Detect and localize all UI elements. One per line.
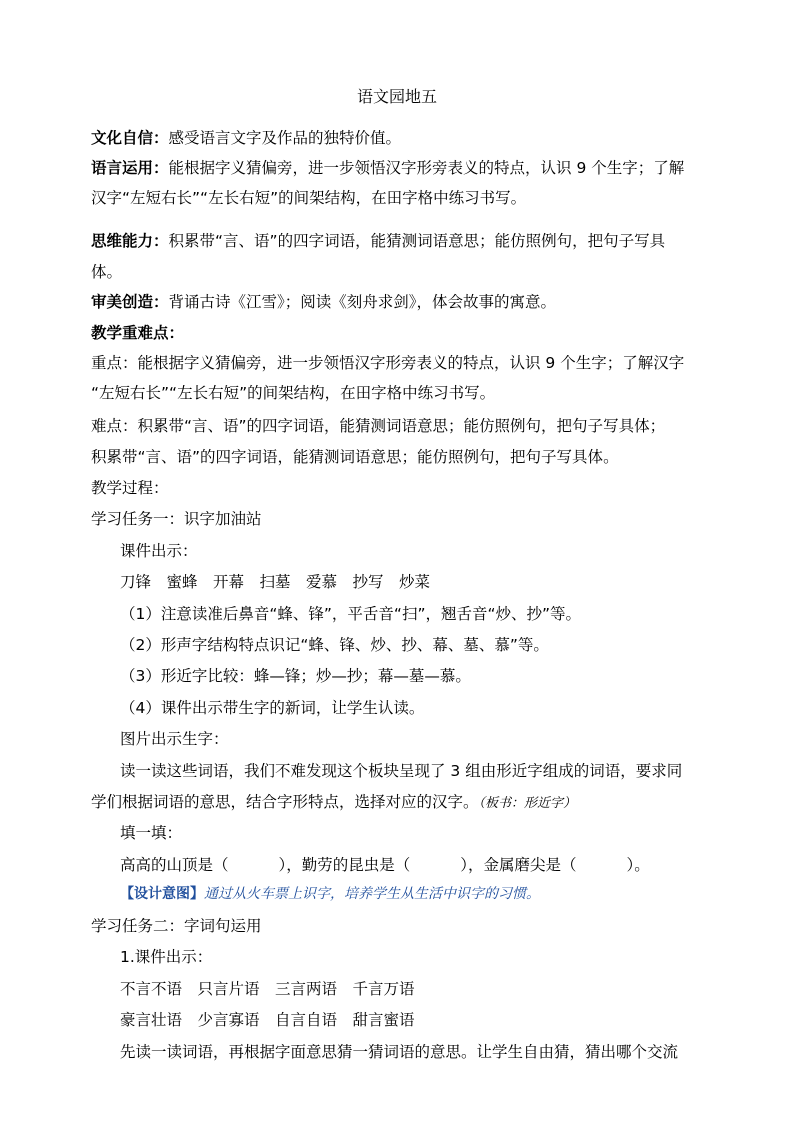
design-intent-label: 【设计意图】 bbox=[120, 886, 204, 902]
key-points-heading: 教学重难点： bbox=[91, 324, 185, 342]
goal-thinking-text-2: 体。 bbox=[91, 263, 123, 281]
key-point-line-1: 重点：能根据字义猜偏旁，进一步领悟汉字形旁表义的特点，认识 9 个生字；了解汉字 bbox=[91, 354, 685, 372]
task1-read-2-text: 学们根据词语的意思，结合字形特点，选择对应的汉字。 bbox=[91, 793, 479, 811]
goal-aesthetic bbox=[91, 291, 556, 313]
task2-words-2: 豪言壮语 少言寡语 自言自语 甜言蜜语 bbox=[120, 1011, 415, 1029]
task1-read-2 bbox=[91, 791, 576, 815]
goal-culture-label: 文化自信： bbox=[91, 129, 169, 147]
goal-thinking bbox=[91, 230, 665, 252]
fill-part-c: ），金属磨尖是（ bbox=[460, 856, 577, 874]
task1-item-3: （3）形近字比较：蜂—锋；炒—抄；幕—墓—慕。 bbox=[120, 667, 471, 685]
goal-thinking-text-1: 积累带“言、语”的四字词语，能猜测词语意思；能仿照例句，把句子写具 bbox=[168, 232, 666, 250]
key-point-line-2: “左短右长”“左长右短”的间架结构，在田字格中练习书写。 bbox=[91, 384, 496, 402]
task1-title: 学习任务一：识字加油站 bbox=[91, 510, 262, 528]
task1-picture: 图片出示生字： bbox=[120, 730, 229, 748]
design-intent bbox=[120, 883, 540, 905]
difficulty-line-1: 难点：积累带“言、语”的四字词语，能猜测词语意思；能仿照例句，把句子写具体； bbox=[91, 417, 666, 435]
goal-culture bbox=[91, 127, 401, 149]
goal-culture-text: 感受语言文字及作品的独特价值。 bbox=[168, 129, 402, 147]
task1-item-1: （1）注意读准后鼻音“蜂、锋”，平舌音“扫”，翘舌音“炒、抄”等。 bbox=[120, 605, 582, 623]
goal-aesthetic-text: 背诵古诗《江雪》；阅读《刻舟求剑》，体会故事的寓意。 bbox=[168, 293, 557, 311]
fill-part-d: ）。 bbox=[626, 856, 650, 874]
goal-language-text-2: 汉字“左短右长”“左长右短”的间架结构，在田字格中练习书写。 bbox=[91, 189, 527, 207]
goal-language-text-1: 能根据字义猜偏旁，进一步领悟汉字形旁表义的特点，认识 9 个生字；了解 bbox=[168, 159, 685, 177]
task2-courseware: 1.课件出示： bbox=[120, 948, 213, 966]
goal-language-label: 语言运用： bbox=[91, 159, 169, 177]
goal-language bbox=[91, 157, 684, 179]
process-heading: 教学过程： bbox=[91, 479, 169, 497]
task1-fill-label: 填一填： bbox=[120, 824, 183, 842]
goal-thinking-label: 思维能力： bbox=[91, 232, 169, 250]
task1-item-4: （4）课件出示带生字的新词，让学生认读。 bbox=[120, 699, 425, 717]
task2-words-1: 不言不语 只言片语 三言两语 千言万语 bbox=[120, 980, 415, 998]
task1-item-2: （2）形声字结构特点识记“蜂、锋、炒、抄、幕、墓、慕”等。 bbox=[120, 636, 549, 654]
goal-aesthetic-label: 审美创造： bbox=[91, 293, 169, 311]
task1-read-1: 读一读这些词语，我们不难发现这个板块呈现了 3 组由形近字组成的词语，要求同 bbox=[120, 762, 683, 780]
fill-part-a: 高高的山顶是（ bbox=[120, 856, 229, 874]
page-title: 语文园地五 bbox=[356, 87, 437, 106]
board-note: （板书：形近字） bbox=[478, 796, 577, 811]
task2-title: 学习任务二：字词句运用 bbox=[91, 917, 262, 935]
design-intent-text: 通过从火车票上识字，培养学生从生活中识字的习惯。 bbox=[204, 886, 540, 902]
difficulty-line-2: 积累带“言、语”的四字词语，能猜测词语意思；能仿照例句，把句子写具体。 bbox=[91, 448, 619, 466]
task2-guess: 先读一读词语，再根据字面意思猜一猜词语的意思。让学生自由猜，猜出哪个交流 bbox=[120, 1043, 679, 1061]
task1-words: 刀锋 蜜蜂 开幕 扫墓 爱慕 抄写 炒菜 bbox=[120, 573, 431, 591]
fill-part-b: ），勤劳的昆虫是（ bbox=[278, 856, 411, 874]
task1-courseware: 课件出示： bbox=[120, 542, 198, 560]
task1-fill-sentence bbox=[120, 854, 650, 876]
